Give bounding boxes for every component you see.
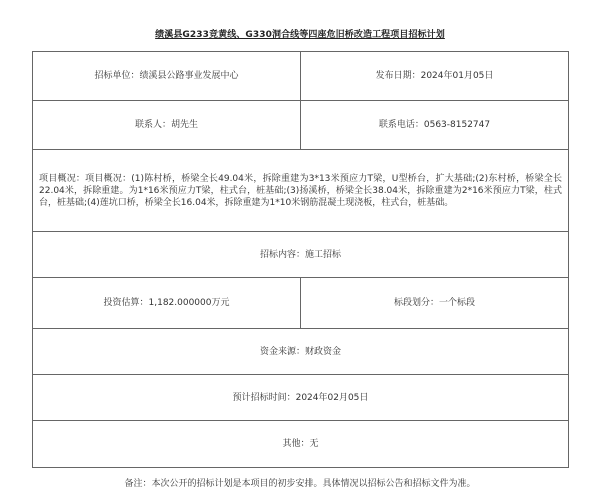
table-row: [33, 232, 569, 278]
planned-time-cell: 预计招标时间：2024年02月05日: [33, 375, 569, 421]
table-row: [33, 52, 569, 101]
contact-cell: 联系人：胡先生: [33, 101, 301, 150]
content-cell: 招标内容：施工招标: [33, 232, 569, 278]
investment-cell: 投资估算：1,182.000000万元: [33, 278, 301, 329]
page-title: 绩溪县G233竞黄线、G330洞合线等四座危旧桥改造工程项目招标计划: [155, 30, 445, 40]
other-cell: 其他：无: [33, 421, 569, 468]
table-row: [33, 329, 569, 375]
table-row: [33, 150, 569, 232]
tender-plan-table: [32, 51, 569, 468]
remark-note: 备注：本次公开的招标计划是本项目的初步安排。具体情况以招标公告和招标文件为准。: [124, 479, 476, 489]
table-row: [33, 278, 569, 329]
table-row: [33, 375, 569, 421]
fund-source-cell: 资金来源：财政资金: [33, 329, 569, 375]
tenderer-cell: 招标单位：绩溪县公路事业发展中心: [33, 52, 301, 101]
overview-cell: [33, 150, 569, 232]
publish-date-cell: 发布日期：2024年01月05日: [301, 52, 569, 101]
table-row: [33, 101, 569, 150]
phone-cell: 联系电话：0563-8152747: [301, 101, 569, 150]
section-cell: 标段划分：一个标段: [301, 278, 569, 329]
overview-text: 项目概况：项目概况：(1)陈村桥，桥梁全长49.04米，拆除重建为3*13米预应力T梁，U型桥台，扩大基础;(2)东村桥，桥梁全长22.04米，拆除重建。为1*16米预应力T梁，柱式台，桩基础;(3)扬溪桥，桥梁全长38.04米，拆除重建为2*16米预应力T梁，柱式台，桩基础;(4)莲坑口桥，桥梁全长16.04米，拆除重建为1*10米钢筋混凝土现浇板，柱式台，桩基础。: [39, 173, 562, 208]
table-row: [33, 421, 569, 468]
